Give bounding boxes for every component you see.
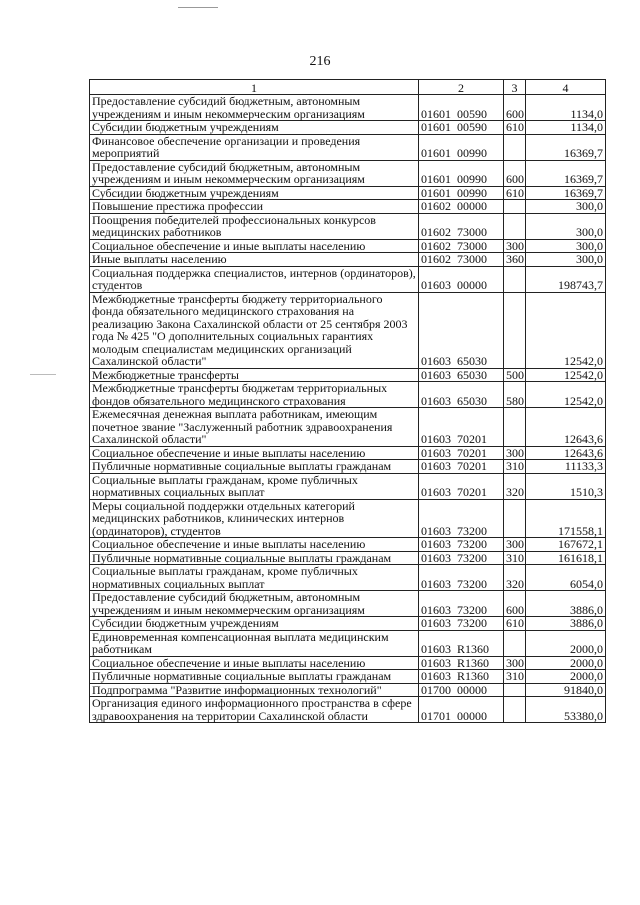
row-amount: 2000,0 bbox=[526, 670, 606, 684]
row-vr bbox=[504, 200, 526, 214]
row-code: 01603 65030 bbox=[419, 292, 504, 368]
row-vr: 300 bbox=[504, 239, 526, 253]
row-code: 01601 00990 bbox=[419, 186, 504, 200]
table-row bbox=[90, 656, 606, 670]
row-amount: 16369,7 bbox=[526, 186, 606, 200]
row-code: 01603 70201 bbox=[419, 460, 504, 474]
table-row bbox=[90, 697, 606, 723]
table-row bbox=[90, 683, 606, 697]
row-vr bbox=[504, 266, 526, 292]
row-code: 01602 73000 bbox=[419, 253, 504, 267]
row-amount: 12542,0 bbox=[526, 368, 606, 382]
row-amount: 1510,3 bbox=[526, 473, 606, 499]
row-name: Социальное обеспечение и иные выплаты населению bbox=[90, 538, 419, 552]
table-row bbox=[90, 565, 606, 591]
table-row bbox=[90, 408, 606, 447]
row-name: Публичные нормативные социальные выплаты гражданам bbox=[90, 551, 419, 565]
row-vr: 300 bbox=[504, 538, 526, 552]
row-code: 01601 00590 bbox=[419, 121, 504, 135]
row-vr bbox=[504, 408, 526, 447]
row-amount: 6054,0 bbox=[526, 565, 606, 591]
row-name: Социальное обеспечение и иные выплаты населению bbox=[90, 239, 419, 253]
row-amount: 16369,7 bbox=[526, 134, 606, 160]
table-row bbox=[90, 670, 606, 684]
row-code: 01603 70201 bbox=[419, 446, 504, 460]
row-name: Социальные выплаты гражданам, кроме публичных нормативных социальных выплат bbox=[90, 473, 419, 499]
row-code: 01603 R1360 bbox=[419, 670, 504, 684]
row-code: 01603 73200 bbox=[419, 591, 504, 617]
header-col-2: 2 bbox=[419, 80, 504, 95]
row-vr bbox=[504, 134, 526, 160]
row-amount: 171558,1 bbox=[526, 499, 606, 538]
row-name: Межбюджетные трансферты бюджетам территориальных фондов обязательного медицинского страхования bbox=[90, 382, 419, 408]
row-code: 01601 00990 bbox=[419, 160, 504, 186]
row-amount: 12643,6 bbox=[526, 408, 606, 447]
row-name: Межбюджетные трансферты бюджету территориального фонда обязательного медицинского страхования на реализацию Закона Сахалинской области от 25 сентября 2003 года № 425 "О дополнительных социальных гарантиях молодым специалистам медицинских организаций Сахалинской области" bbox=[90, 292, 419, 368]
table-row bbox=[90, 446, 606, 460]
row-code: 01603 73200 bbox=[419, 499, 504, 538]
row-name: Социальная поддержка специалистов, интернов (ординаторов), студентов bbox=[90, 266, 419, 292]
row-code: 01601 00590 bbox=[419, 95, 504, 121]
row-amount: 12542,0 bbox=[526, 382, 606, 408]
row-code: 01603 73200 bbox=[419, 617, 504, 631]
row-name: Субсидии бюджетным учреждениям bbox=[90, 617, 419, 631]
row-amount: 300,0 bbox=[526, 253, 606, 267]
table-row bbox=[90, 460, 606, 474]
row-name: Иные выплаты населению bbox=[90, 253, 419, 267]
row-vr: 580 bbox=[504, 382, 526, 408]
scan-artifact bbox=[30, 374, 56, 375]
row-vr: 320 bbox=[504, 565, 526, 591]
row-amount: 300,0 bbox=[526, 200, 606, 214]
table-row bbox=[90, 617, 606, 631]
row-amount: 16369,7 bbox=[526, 160, 606, 186]
row-vr: 320 bbox=[504, 473, 526, 499]
row-name: Единовременная компенсационная выплата медицинским работникам bbox=[90, 630, 419, 656]
row-name: Социальное обеспечение и иные выплаты населению bbox=[90, 446, 419, 460]
row-name: Организация единого информационного пространства в сфере здравоохранения на территории Сахалинской области bbox=[90, 697, 419, 723]
budget-table bbox=[89, 79, 606, 723]
table-row bbox=[90, 499, 606, 538]
row-code: 01700 00000 bbox=[419, 683, 504, 697]
row-code: 01603 R1360 bbox=[419, 656, 504, 670]
row-vr bbox=[504, 499, 526, 538]
row-amount: 300,0 bbox=[526, 239, 606, 253]
row-amount: 91840,0 bbox=[526, 683, 606, 697]
row-code: 01602 00000 bbox=[419, 200, 504, 214]
row-name: Субсидии бюджетным учреждениям bbox=[90, 121, 419, 135]
row-amount: 2000,0 bbox=[526, 630, 606, 656]
row-vr bbox=[504, 213, 526, 239]
row-name: Социальное обеспечение и иные выплаты населению bbox=[90, 656, 419, 670]
header-col-4: 4 bbox=[526, 80, 606, 95]
row-code: 01603 73200 bbox=[419, 551, 504, 565]
row-vr: 310 bbox=[504, 460, 526, 474]
table-row bbox=[90, 95, 606, 121]
row-code: 01603 R1360 bbox=[419, 630, 504, 656]
row-vr: 600 bbox=[504, 160, 526, 186]
row-code: 01601 00990 bbox=[419, 134, 504, 160]
row-name: Предоставление субсидий бюджетным, автономным учреждениям и иным некоммерческим организациям bbox=[90, 160, 419, 186]
row-name: Повышение престижа профессии bbox=[90, 200, 419, 214]
row-vr: 310 bbox=[504, 551, 526, 565]
row-code: 01602 73000 bbox=[419, 239, 504, 253]
header-col-1: 1 bbox=[90, 80, 419, 95]
row-amount: 2000,0 bbox=[526, 656, 606, 670]
row-vr: 360 bbox=[504, 253, 526, 267]
table-row bbox=[90, 266, 606, 292]
table-body bbox=[90, 95, 606, 723]
row-vr: 600 bbox=[504, 591, 526, 617]
row-vr: 500 bbox=[504, 368, 526, 382]
row-name: Публичные нормативные социальные выплаты гражданам bbox=[90, 460, 419, 474]
row-name: Меры социальной поддержки отдельных категорий медицинских работников, клинических интернов (ординаторов), студентов bbox=[90, 499, 419, 538]
row-vr: 300 bbox=[504, 656, 526, 670]
table-row bbox=[90, 292, 606, 368]
row-amount: 12542,0 bbox=[526, 292, 606, 368]
scan-artifact bbox=[178, 7, 218, 8]
table-row bbox=[90, 121, 606, 135]
table-row bbox=[90, 630, 606, 656]
table-row bbox=[90, 213, 606, 239]
row-vr bbox=[504, 683, 526, 697]
row-name: Предоставление субсидий бюджетным, автономным учреждениям и иным некоммерческим организациям bbox=[90, 95, 419, 121]
row-name: Ежемесячная денежная выплата работникам, имеющим почетное звание "Заслуженный работник здравоохранения Сахалинской области" bbox=[90, 408, 419, 447]
page-number: 216 bbox=[309, 54, 331, 69]
row-amount: 53380,0 bbox=[526, 697, 606, 723]
row-vr: 610 bbox=[504, 121, 526, 135]
header-col-3: 3 bbox=[504, 80, 526, 95]
row-vr: 610 bbox=[504, 617, 526, 631]
table-row bbox=[90, 200, 606, 214]
row-code: 01701 00000 bbox=[419, 697, 504, 723]
row-amount: 300,0 bbox=[526, 213, 606, 239]
row-amount: 1134,0 bbox=[526, 95, 606, 121]
table-row bbox=[90, 134, 606, 160]
row-name: Финансовое обеспечение организации и проведения мероприятий bbox=[90, 134, 419, 160]
row-name: Межбюджетные трансферты bbox=[90, 368, 419, 382]
row-name: Подпрограмма "Развитие информационных технологий" bbox=[90, 683, 419, 697]
row-code: 01602 73000 bbox=[419, 213, 504, 239]
row-name: Субсидии бюджетным учреждениям bbox=[90, 186, 419, 200]
row-vr bbox=[504, 630, 526, 656]
header-row bbox=[90, 80, 606, 95]
row-name: Предоставление субсидий бюджетным, автономным учреждениям и иным некоммерческим организациям bbox=[90, 591, 419, 617]
row-code: 01603 70201 bbox=[419, 473, 504, 499]
table-row bbox=[90, 253, 606, 267]
row-code: 01603 70201 bbox=[419, 408, 504, 447]
row-name: Поощрения победителей профессиональных конкурсов медицинских работников bbox=[90, 213, 419, 239]
row-code: 01603 65030 bbox=[419, 368, 504, 382]
table-row bbox=[90, 473, 606, 499]
row-amount: 167672,1 bbox=[526, 538, 606, 552]
row-code: 01603 73200 bbox=[419, 538, 504, 552]
table-row bbox=[90, 239, 606, 253]
row-vr bbox=[504, 697, 526, 723]
row-amount: 11133,3 bbox=[526, 460, 606, 474]
table-row bbox=[90, 186, 606, 200]
table-row bbox=[90, 551, 606, 565]
row-amount: 161618,1 bbox=[526, 551, 606, 565]
table-row bbox=[90, 368, 606, 382]
row-amount: 12643,6 bbox=[526, 446, 606, 460]
row-amount: 3886,0 bbox=[526, 591, 606, 617]
table-row bbox=[90, 382, 606, 408]
row-vr: 300 bbox=[504, 446, 526, 460]
table-row bbox=[90, 538, 606, 552]
row-code: 01603 65030 bbox=[419, 382, 504, 408]
row-vr bbox=[504, 292, 526, 368]
row-vr: 600 bbox=[504, 95, 526, 121]
row-name: Публичные нормативные социальные выплаты гражданам bbox=[90, 670, 419, 684]
row-amount: 1134,0 bbox=[526, 121, 606, 135]
table-row bbox=[90, 160, 606, 186]
row-amount: 3886,0 bbox=[526, 617, 606, 631]
row-amount: 198743,7 bbox=[526, 266, 606, 292]
row-code: 01603 73200 bbox=[419, 565, 504, 591]
row-name: Социальные выплаты гражданам, кроме публичных нормативных социальных выплат bbox=[90, 565, 419, 591]
row-code: 01603 00000 bbox=[419, 266, 504, 292]
row-vr: 610 bbox=[504, 186, 526, 200]
table-row bbox=[90, 591, 606, 617]
row-vr: 310 bbox=[504, 670, 526, 684]
